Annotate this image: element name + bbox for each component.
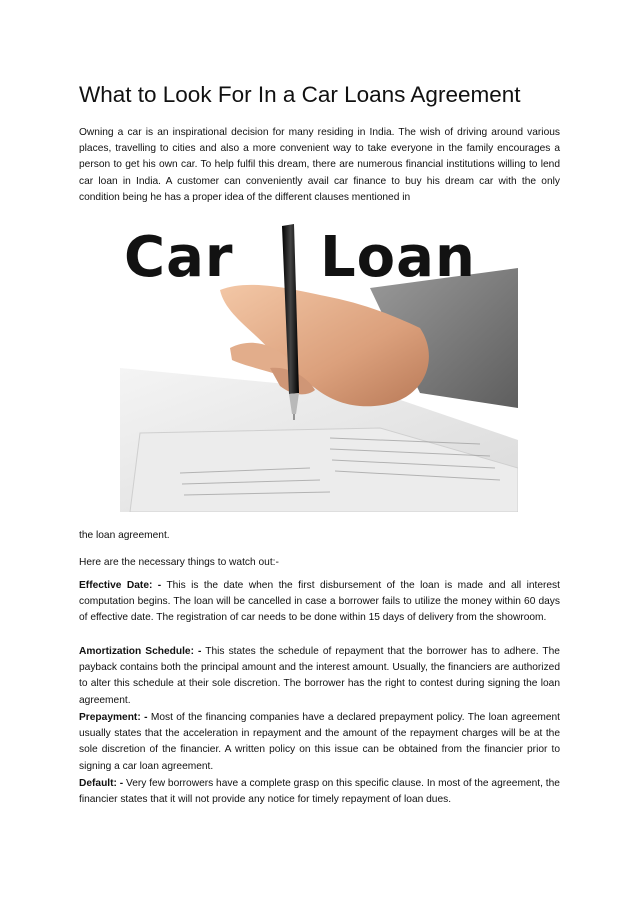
lead-in-text: Here are the necessary things to watch out:- bbox=[79, 557, 279, 568]
continuation-text: the loan agreement. bbox=[79, 530, 170, 541]
section-label: Effective Date: - bbox=[79, 580, 162, 591]
effective-date-paragraph bbox=[79, 578, 560, 627]
section-text: Most of the financing companies have a declared prepayment policy. The loan agreement usually states that the acceleration in repayment and the amount of the repayment charges will be at the sole discretion of the financier. A written policy on this issue can be obtained from the financier prior to signing a car loan agreement. bbox=[79, 712, 560, 772]
car-loan-photo bbox=[120, 218, 518, 512]
section-label: Amortization Schedule: - bbox=[79, 646, 202, 657]
loan-wordmark: Loan bbox=[320, 225, 476, 290]
prepayment-paragraph bbox=[79, 710, 560, 775]
section-label: Prepayment: - bbox=[79, 712, 148, 723]
car-wordmark: Car bbox=[124, 225, 234, 290]
section-text: Very few borrowers have a complete grasp on this specific clause. In most of the agreement, the financier states that it will not provide any notice for timely repayment of loan dues. bbox=[79, 778, 560, 806]
default-paragraph bbox=[79, 776, 560, 808]
section-text: This states the schedule of repayment that the borrower has to adhere. The payback contains both the principal amount and the interest amount. Usually, the financiers are authorized to alter this schedule at their sole discretion. The borrower has the right to contest during signing the loan agreement. bbox=[79, 646, 560, 706]
section-text: This is the date when the first disbursement of the loan is made and all interest computation begins. The loan will be cancelled in case a borrower fails to utilize the money within 60 days of effective date. The registration of car needs to be done within 15 days of delivery from the showroom. bbox=[79, 580, 560, 624]
section-label: Default: - bbox=[79, 778, 124, 789]
page-title: What to Look For In a Car Loans Agreement bbox=[79, 82, 521, 107]
intro-paragraph: Owning a car is an inspirational decision for many residing in India. The wish of driving around various places, travelling to cities and also a more convenient way to take everyone in the family encourages a person to get his own car. To help fulfil this dream, there are numerous financial institutions willing to lend car loan in India. A customer can conveniently avail car finance to buy his dream car with the only condition being he has a proper idea of the different clauses mentioned in bbox=[79, 127, 560, 203]
amortization-paragraph bbox=[79, 644, 560, 709]
